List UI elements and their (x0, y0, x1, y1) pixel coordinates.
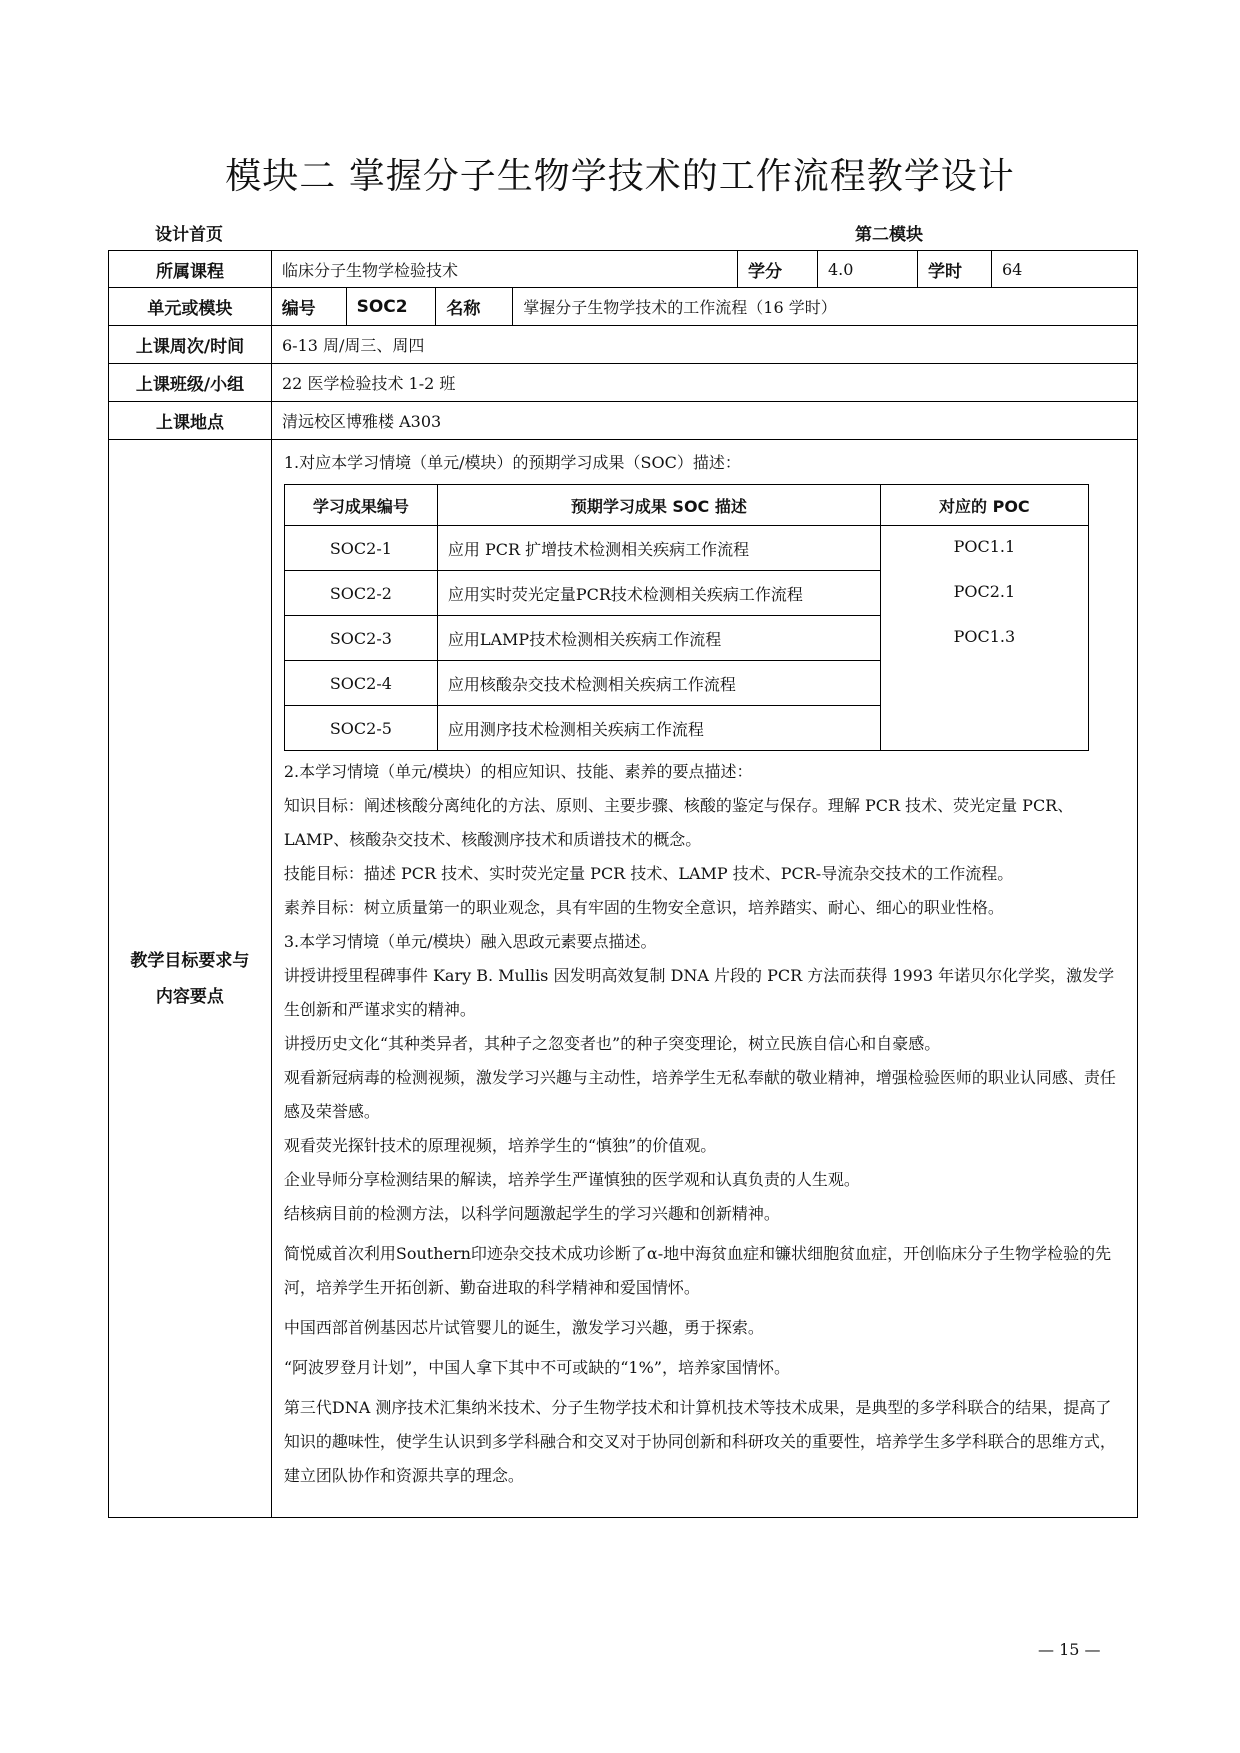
course-label: 所属课程 (156, 261, 224, 282)
quality-goal: 素养目标：树立质量第一的职业观念，具有牢固的生物安全意识，培养踏实、耐心、细心的职业性格。 (283, 898, 1004, 917)
name-label: 名称 (435, 288, 512, 325)
soc-header-code: 学习成果编号 (284, 485, 437, 526)
ideology-item: 观看荧光探针技术的原理视频，培养学生的“慎独”的价值观。 (283, 1136, 717, 1155)
week-value: 6-13 周/周三、周四 (271, 326, 1137, 363)
code-value: SOC2 (346, 288, 436, 325)
ideology-item: 讲授讲授里程碑事件 Kary B. Mullis 因发明高效复制 DNA 片段的 PCR 方法而获得 1993 年诺贝尔化学奖，激发学生创新和严谨求实的精神。 (283, 966, 1115, 1019)
poc-item: POC1.3 (953, 627, 1016, 646)
ideology-item: 讲授历史文化“其种类异者，其种子之忽变者也”的种子突变理论，树立民族自信心和自豪感。 (283, 1034, 941, 1053)
goals-label-line2: 内容要点 (155, 986, 224, 1007)
goals-content (271, 440, 1137, 1517)
week-row (108, 326, 1138, 364)
module-label: 第二模块 (855, 225, 923, 245)
soc-code: SOC2-5 (284, 706, 437, 751)
goals-label (109, 440, 271, 1517)
ideology-item: 简悦威首次利用Southern印迹杂交技术成功诊断了α-地中海贫血症和镰状细胞贫血症，开创临床分子生物学检验的先河，培养学生开拓创新、勤奋进取的科学精神和爱国情怀。 (283, 1244, 1112, 1297)
ideology-item: 结核病目前的检测方法，以科学问题激起学生的学习兴趣和创新精神。 (283, 1204, 780, 1223)
course-row (108, 250, 1138, 288)
goals-label-line1: 教学目标要求与 (130, 950, 250, 971)
knowledge-goal: 知识目标：阐述核酸分离纯化的方法、原则、主要步骤、核酸的鉴定与保存。理解 PCR 技术、荧光定量 PCR、LAMP、核酸杂交技术、核酸测序技术和质谱技术的概念。 (283, 796, 1074, 849)
ideology-item: 第三代DNA 测序技术汇集纳米技术、分子生物学技术和计算机技术等技术成果，是典型的多学科联合的结果，提高了知识的趣味性，使学生认识到多学科融合和交叉对于协同创新和科研攻关的重要性，培养学生多学科联合的思维方式，建立团队协作和资源共享的理念。 (283, 1398, 1116, 1485)
soc-desc: 应用核酸杂交技术检测相关疾病工作流程 (437, 661, 880, 706)
soc-desc: 应用测序技术检测相关疾病工作流程 (437, 706, 880, 751)
goals-row (108, 440, 1138, 1518)
credit-label: 学分 (737, 251, 817, 287)
poc-item: POC1.1 (953, 537, 1016, 556)
course-value: 临床分子生物学检验技术 (271, 251, 737, 287)
place-row (108, 402, 1138, 440)
place-value: 清远校区博雅楼 A303 (271, 402, 1137, 439)
soc-code: SOC2-1 (284, 526, 437, 571)
class-row (108, 364, 1138, 402)
soc-code: SOC2-3 (284, 616, 437, 661)
table-row (284, 526, 1088, 571)
soc-desc: 应用 PCR 扩增技术检测相关疾病工作流程 (437, 526, 880, 571)
skill-goal: 技能目标：描述 PCR 技术、实时荧光定量 PCR 技术、LAMP 技术、PCR-导流杂交技术的工作流程。 (283, 864, 1014, 883)
section3-heading: 3.本学习情境（单元/模块）融入思政元素要点描述。 (283, 932, 657, 951)
hours-label: 学时 (917, 251, 991, 287)
ideology-item: “阿波罗登月计划”，中国人拿下其中不可或缺的“1%”，培养家国情怀。 (283, 1358, 790, 1377)
soc-desc: 应用LAMP技术检测相关疾病工作流程 (437, 616, 880, 661)
ideology-item: 企业导师分享检测结果的解读，培养学生严谨慎独的医学观和认真负责的人生观。 (283, 1170, 860, 1189)
design-home-label: 设计首页 (155, 225, 223, 245)
soc-code: SOC2-2 (284, 571, 437, 616)
soc-header-desc: 预期学习成果 SOC 描述 (437, 485, 880, 526)
design-table (108, 250, 1138, 1518)
page-number: — 15 — (1038, 1640, 1101, 1659)
code-label: 编号 (271, 288, 346, 325)
name-value: 掌握分子生物学技术的工作流程（16 学时） (512, 288, 1137, 325)
page-title: 模块二 掌握分子生物学技术的工作流程教学设计 (225, 156, 1015, 197)
hours-value: 64 (991, 251, 1137, 287)
soc-code: SOC2-4 (284, 661, 437, 706)
unit-label: 单元或模块 (147, 299, 233, 319)
credit-value: 4.0 (817, 251, 917, 287)
ideology-item: 观看新冠病毒的检测视频，激发学习兴趣与主动性，培养学生无私奉献的敬业精神，增强检验医师的职业认同感、责任感及荣誉感。 (283, 1068, 1116, 1121)
class-value: 22 医学检验技术 1-2 班 (271, 364, 1137, 401)
ideology-item: 中国西部首例基因芯片试管婴儿的诞生，激发学习兴趣，勇于探索。 (283, 1318, 764, 1337)
poc-cell (880, 526, 1088, 751)
class-label: 上课班级/小组 (135, 375, 245, 395)
section1-heading: 1.对应本学习情境（单元/模块）的预期学习成果（SOC）描述： (283, 453, 741, 472)
unit-row (108, 288, 1138, 326)
section2-heading: 2.本学习情境（单元/模块）的相应知识、技能、素养的要点描述： (283, 762, 753, 781)
soc-desc: 应用实时荧光定量PCR技术检测相关疾病工作流程 (437, 571, 880, 616)
place-label: 上课地点 (156, 413, 224, 433)
week-label: 上课周次/时间 (135, 337, 245, 357)
soc-table (284, 484, 1089, 751)
poc-item: POC2.1 (953, 582, 1016, 601)
soc-header-poc: 对应的 POC (880, 485, 1088, 526)
